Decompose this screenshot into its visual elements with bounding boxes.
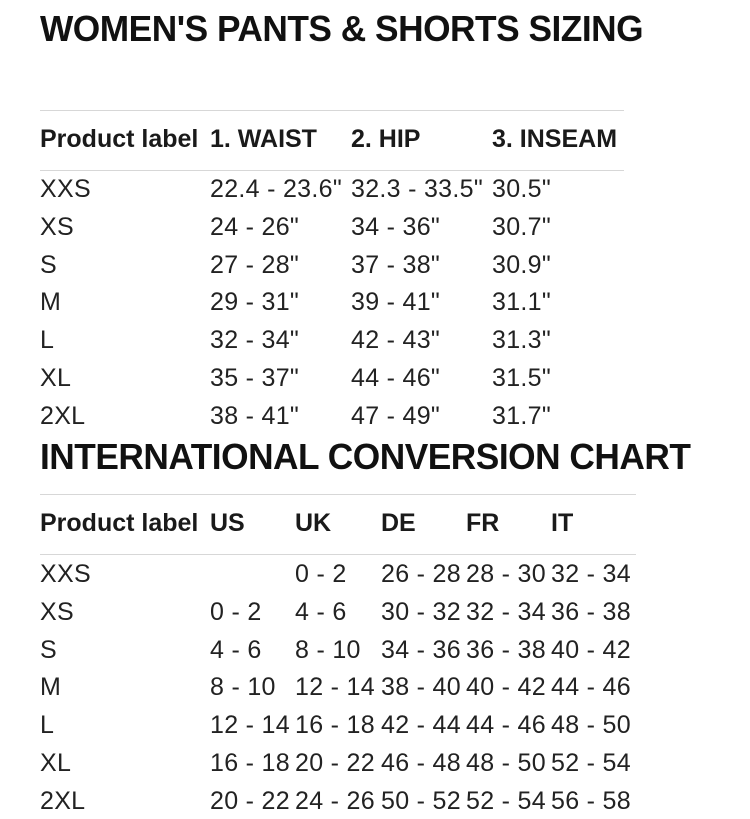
cell-waist: 32 - 34": [210, 326, 300, 355]
cell-uk: 24 - 26: [295, 786, 375, 815]
conversion-header-divider: [40, 554, 636, 555]
cell-product-label: XXS: [40, 175, 91, 203]
conversion-top-divider: [40, 494, 636, 495]
column-header-us: US: [210, 509, 245, 537]
cell-waist: 24 - 26": [210, 212, 300, 241]
cell-product-label: XL: [40, 749, 72, 777]
cell-uk: 4 - 6: [295, 597, 347, 626]
cell-product-label: XS: [40, 597, 74, 626]
cell-de: 30 - 32: [381, 597, 461, 626]
cell-uk: 8 - 10: [295, 635, 361, 664]
cell-us: 4 - 6: [210, 635, 262, 664]
cell-product-label: S: [40, 250, 57, 279]
sizing-top-divider: [40, 110, 624, 111]
cell-de: 34 - 36: [381, 635, 461, 664]
cell-inseam: 31.1": [492, 288, 552, 317]
column-header-it: IT: [551, 509, 574, 537]
cell-it: 36 - 38: [551, 597, 631, 626]
cell-us: 12 - 14: [210, 711, 290, 740]
cell-product-label: XS: [40, 212, 74, 241]
cell-product-label: XL: [40, 364, 72, 392]
cell-inseam: 31.7": [492, 401, 552, 430]
sizing-title: WOMEN'S PANTS & SHORTS SIZING: [40, 8, 644, 49]
cell-uk: 16 - 18: [295, 711, 375, 740]
column-header-fr: FR: [466, 509, 500, 537]
column-header-hip: 2. HIP: [351, 125, 421, 153]
cell-waist: 29 - 31": [210, 288, 300, 317]
cell-hip: 32.3 - 33.5": [351, 175, 484, 203]
cell-us: 8 - 10: [210, 673, 276, 702]
cell-us: 16 - 18: [210, 749, 290, 777]
cell-inseam: 31.5": [492, 364, 552, 392]
cell-it: 44 - 46: [551, 673, 631, 702]
cell-inseam: 30.9": [492, 250, 552, 279]
cell-product-label: L: [40, 326, 55, 355]
cell-waist: 38 - 41": [210, 401, 300, 430]
cell-fr: 48 - 50: [466, 749, 546, 777]
cell-inseam: 30.5": [492, 175, 552, 203]
cell-de: 38 - 40: [381, 673, 461, 702]
cell-hip: 34 - 36": [351, 212, 441, 241]
cell-product-label: L: [40, 711, 55, 740]
column-header-inseam: 3. INSEAM: [492, 125, 618, 153]
column-header-waist: 1. WAIST: [210, 125, 317, 153]
cell-hip: 39 - 41": [351, 288, 441, 317]
cell-us: 20 - 22: [210, 786, 290, 815]
cell-uk: 20 - 22: [295, 749, 375, 777]
cell-product-label: S: [40, 635, 57, 664]
cell-product-label: 2XL: [40, 401, 86, 430]
cell-waist: 22.4 - 23.6": [210, 175, 343, 203]
cell-waist: 27 - 28": [210, 250, 300, 279]
cell-product-label: 2XL: [40, 786, 86, 815]
cell-it: 40 - 42: [551, 635, 631, 664]
cell-fr: 52 - 54: [466, 786, 546, 815]
cell-de: 50 - 52: [381, 786, 461, 815]
cell-inseam: 31.3": [492, 326, 552, 355]
cell-uk: 0 - 2: [295, 560, 347, 588]
cell-hip: 42 - 43": [351, 326, 441, 355]
cell-waist: 35 - 37": [210, 364, 300, 392]
cell-hip: 44 - 46": [351, 364, 441, 392]
conversion-title: INTERNATIONAL CONVERSION CHART: [40, 436, 691, 477]
column-header-product-label: Product label: [40, 125, 199, 153]
cell-product-label: M: [40, 288, 62, 317]
cell-hip: 37 - 38": [351, 250, 441, 279]
column-header-product-label: Product label: [40, 509, 199, 537]
cell-hip: 47 - 49": [351, 401, 441, 430]
cell-it: 48 - 50: [551, 711, 631, 740]
cell-de: 42 - 44: [381, 711, 461, 740]
cell-product-label: M: [40, 673, 62, 702]
cell-fr: 44 - 46: [466, 711, 546, 740]
cell-uk: 12 - 14: [295, 673, 375, 702]
sizing-header-divider: [40, 170, 624, 171]
cell-fr: 40 - 42: [466, 673, 546, 702]
cell-it: 56 - 58: [551, 786, 631, 815]
cell-fr: 28 - 30: [466, 560, 546, 588]
cell-us: 0 - 2: [210, 597, 262, 626]
column-header-de: DE: [381, 509, 416, 537]
cell-fr: 36 - 38: [466, 635, 546, 664]
cell-it: 32 - 34: [551, 560, 631, 588]
cell-product-label: XXS: [40, 560, 91, 588]
column-header-uk: UK: [295, 509, 332, 537]
cell-it: 52 - 54: [551, 749, 631, 777]
cell-fr: 32 - 34: [466, 597, 546, 626]
cell-de: 26 - 28: [381, 560, 461, 588]
cell-de: 46 - 48: [381, 749, 461, 777]
cell-inseam: 30.7": [492, 212, 552, 241]
